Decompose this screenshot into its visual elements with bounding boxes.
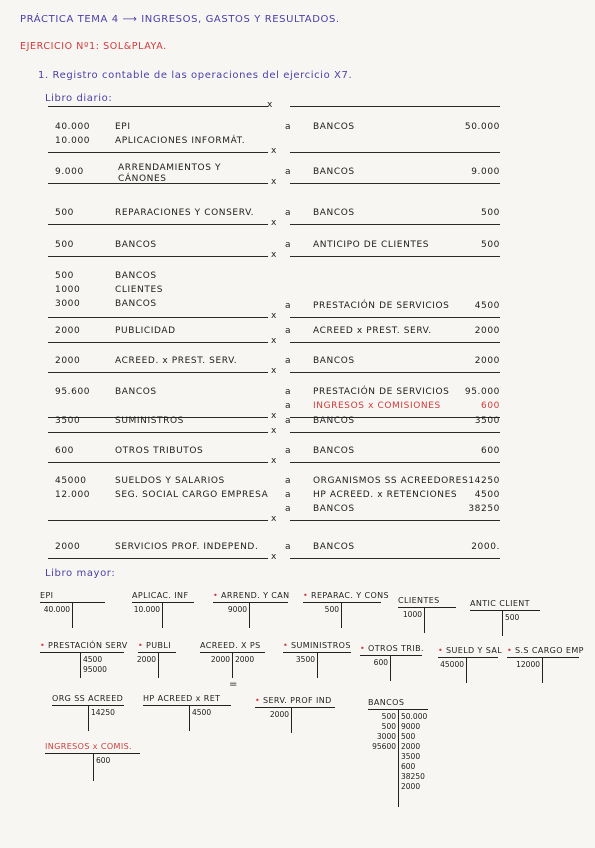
- journal-credit-account: PRESTACIÓN DE SERVICIOS: [313, 387, 450, 397]
- journal-a-label: a: [285, 476, 292, 486]
- t-account-bar: [360, 655, 422, 656]
- t-account-name: ORG SS ACREED: [52, 694, 124, 703]
- journal-separator-right: [290, 342, 500, 343]
- section-title: 1. Registro contable de las operaciones del ejercicio X7.: [38, 70, 353, 81]
- t-account-bar: [507, 657, 579, 658]
- t-account-stem: [398, 709, 399, 807]
- bullet-dot: •: [507, 646, 513, 655]
- journal-debit-amount: 9.000: [55, 167, 84, 177]
- t-account-debe-value: 2000: [269, 710, 289, 719]
- journal-x-mark: x: [271, 552, 277, 562]
- journal-a-label: a: [285, 387, 292, 397]
- journal-separator-left: [48, 520, 268, 521]
- journal-a-label: a: [285, 416, 292, 426]
- journal-debit-account: REPARACIONES Y CONSERV.: [115, 208, 255, 218]
- libro-diario-heading: Libro diario:: [45, 93, 113, 104]
- journal-debit-amount: 2000: [55, 326, 81, 336]
- t-account-name: EPI: [40, 591, 54, 600]
- t-account-haber-value: 50.000: [401, 712, 428, 721]
- journal-credit-amount: 600: [481, 401, 500, 411]
- journal-credit-amount: 600: [481, 446, 500, 456]
- t-account-bar: [303, 602, 381, 603]
- journal-debit-amount: 3500: [55, 416, 81, 426]
- journal-separator-right: [290, 558, 500, 559]
- journal-top-rule-right: [290, 106, 500, 107]
- journal-credit-account: ANTICIPO DE CLIENTES: [313, 240, 430, 250]
- t-account-debe-value: 45000: [440, 660, 464, 669]
- journal-credit-amount: 9.000: [471, 167, 500, 177]
- journal-debit-account: CLIENTES: [115, 285, 164, 295]
- t-account-name: ARREND. Y CAN: [221, 591, 290, 600]
- journal-separator-left: [48, 342, 268, 343]
- journal-x-mark: x: [271, 336, 277, 346]
- journal-a-label: a: [285, 446, 292, 456]
- t-account-name: SERV. PROF IND: [263, 696, 332, 705]
- t-account-hp: [143, 694, 241, 774]
- journal-debit-amount: 40.000: [55, 122, 91, 132]
- journal-a-label: a: [285, 356, 292, 366]
- journal-credit-amount: 14250: [468, 476, 500, 486]
- journal-separator-right: [290, 317, 500, 318]
- t-account-debe-value: 500: [381, 722, 396, 731]
- journal-debit-amount: 500: [55, 240, 74, 250]
- t-account-debe-value: 3500: [295, 655, 315, 664]
- journal-credit-account: INGRESOS x COMISIONES: [313, 401, 441, 411]
- bullet-dot: •: [283, 641, 289, 650]
- journal-separator-left: [48, 183, 268, 184]
- t-account-name: SUMINISTROS: [291, 641, 351, 650]
- t-account-bar: [132, 602, 194, 603]
- journal-debit-account: SUMINISTROS: [115, 416, 184, 426]
- t-account-stem: [189, 705, 190, 731]
- t-account-debe-value: 9000: [227, 605, 247, 614]
- t-account-debe-value: 3000: [376, 732, 396, 741]
- t-account-stem: [502, 610, 503, 636]
- t-account-name: SUELD Y SAL: [446, 646, 503, 655]
- t-account-name: CLIENTES: [398, 596, 440, 605]
- t-account-stem: [249, 602, 250, 628]
- journal-debit-amount: 45000: [55, 476, 87, 486]
- bullet-dot: •: [360, 644, 366, 653]
- journal-x-mark: x: [271, 426, 277, 436]
- journal-separator-right: [290, 152, 500, 153]
- t-account-stem: [466, 657, 467, 683]
- t-account-name: ACREED. X PS: [200, 641, 261, 650]
- journal-debit-account: BANCOS: [115, 240, 157, 250]
- journal-debit-amount: 2000: [55, 356, 81, 366]
- journal-debit-account: EPI: [115, 122, 131, 132]
- journal-a-label: a: [285, 208, 292, 218]
- journal-credit-amount: 2000.: [471, 542, 500, 552]
- journal-credit-amount: 2000: [474, 356, 500, 366]
- journal-x-mark: x: [271, 177, 277, 187]
- journal-debit-account: SERVICIOS PROF. INDEPEND.: [115, 542, 259, 552]
- journal-credit-amount: 50.000: [464, 122, 500, 132]
- journal-debit-account: BANCOS: [115, 271, 157, 281]
- t-account-bancos: [368, 698, 438, 791]
- journal-separator-left: [48, 432, 268, 433]
- t-account-name: OTROS TRIB.: [368, 644, 424, 653]
- t-account-haber-value: 4500: [83, 655, 103, 664]
- journal-credit-account: BANCOS: [313, 208, 355, 218]
- t-account-bar: [40, 652, 124, 653]
- t-account-stem: [72, 602, 73, 628]
- t-account-haber-value: 2000: [401, 742, 421, 751]
- t-account-name: BANCOS: [368, 698, 405, 707]
- journal-credit-account: PRESTACIÓN DE SERVICIOS: [313, 301, 450, 311]
- t-account-haber-value: 500: [401, 732, 416, 741]
- journal-separator-left: [48, 224, 268, 225]
- journal-separator-right: [290, 372, 500, 373]
- t-account-bar: [255, 707, 335, 708]
- journal-separator-right: [290, 183, 500, 184]
- t-account-stem: [162, 602, 163, 628]
- t-account-name: HP ACREED x RET: [143, 694, 221, 703]
- journal-separator-left: [48, 372, 268, 373]
- bullet-dot: •: [40, 641, 46, 650]
- t-account-bar: [213, 602, 288, 603]
- t-account-stem: [88, 705, 89, 731]
- journal-separator-right: [290, 520, 500, 521]
- t-account-stem: [158, 652, 159, 678]
- journal-separator-right: [290, 462, 500, 463]
- journal-x-mark: x: [271, 456, 277, 466]
- t-account-debe-value: 2000: [210, 655, 230, 664]
- t-account-bar: [398, 607, 456, 608]
- journal-credit-amount: 2000: [474, 326, 500, 336]
- t-account-debe-value: 1000: [402, 610, 422, 619]
- journal-x-mark: x: [271, 311, 277, 321]
- journal-a-label: a: [285, 301, 292, 311]
- t-account-haber-value: 500: [505, 613, 520, 622]
- t-account-haber-value: 600: [96, 756, 111, 765]
- journal-a-label: a: [285, 504, 292, 514]
- journal-debit-account: OTROS TRIBUTOS: [115, 446, 204, 456]
- t-account-name: S.S CARGO EMP: [515, 646, 584, 655]
- journal-debit-account: ACREED. x PREST. SERV.: [115, 356, 238, 366]
- journal-separator-left: [48, 317, 268, 318]
- journal-separator-left: [48, 152, 268, 153]
- t-account-servprof: [255, 696, 345, 776]
- t-account-stem: [390, 655, 391, 681]
- page-title: PRÁCTICA TEMA 4 ⟶ INGRESOS, GASTOS Y RESULTADOS.: [20, 14, 340, 25]
- t-account-debe-value: 40.000: [43, 605, 70, 614]
- t-account-stem: [93, 753, 94, 781]
- journal-separator-left: [48, 462, 268, 463]
- t-account-debe-value: 600: [373, 658, 388, 667]
- journal-credit-account: BANCOS: [313, 446, 355, 456]
- journal-x-mark: x: [271, 218, 277, 228]
- journal-debit-amount: 12.000: [55, 490, 91, 500]
- t-account-stem: [291, 707, 292, 733]
- t-account-ss: [507, 646, 589, 726]
- journal-credit-amount: 500: [481, 240, 500, 250]
- t-account-stem: [341, 602, 342, 628]
- journal-x-mark: x: [267, 100, 273, 110]
- journal-debit-amount: 1000: [55, 285, 81, 295]
- journal-separator-right: [290, 224, 500, 225]
- journal-debit-amount: 500: [55, 208, 74, 218]
- journal-credit-amount: 4500: [474, 301, 500, 311]
- t-account-haber-value: 9000: [401, 722, 421, 731]
- t-account-bar: [143, 705, 231, 706]
- t-account-stem: [424, 607, 425, 633]
- t-account-stem: [317, 652, 318, 678]
- journal-debit-account: PUBLICIDAD: [115, 326, 176, 336]
- bullet-dot: •: [438, 646, 444, 655]
- journal-a-label: a: [285, 167, 292, 177]
- t-account-bar: [438, 657, 498, 658]
- t-account-debe-value: 10.000: [133, 605, 160, 614]
- journal-credit-account: BANCOS: [313, 167, 355, 177]
- t-account-debe-value: 12000: [516, 660, 540, 669]
- journal-debit-account: BANCOS: [115, 299, 157, 309]
- t-account-sueld: [438, 646, 508, 726]
- t-account-bar: [138, 652, 176, 653]
- journal-debit-account: SUELDOS Y SALARIOS: [115, 476, 225, 486]
- t-account-debe-value: 2000: [136, 655, 156, 664]
- t-account-name: PRESTACIÓN SERV: [48, 641, 128, 650]
- t-account-balance-mark: =: [229, 679, 238, 690]
- journal-a-label: a: [285, 326, 292, 336]
- journal-x-mark: x: [271, 366, 277, 376]
- t-account-name: APLICAC. INF: [132, 591, 189, 600]
- journal-a-label: a: [285, 542, 292, 552]
- journal-separator-left: [48, 558, 268, 559]
- t-account-bar: [470, 610, 540, 611]
- journal-debit-account: SEG. SOCIAL CARGO EMPRESA: [115, 490, 269, 500]
- journal-credit-account: BANCOS: [313, 416, 355, 426]
- t-account-haber-value: 2000: [235, 655, 255, 664]
- journal-credit-account: BANCOS: [313, 504, 355, 514]
- libro-mayor-heading: Libro mayor:: [45, 568, 116, 579]
- bullet-dot: •: [303, 591, 309, 600]
- journal-debit-amount: 500: [55, 271, 74, 281]
- journal-credit-account: BANCOS: [313, 356, 355, 366]
- journal-credit-account: BANCOS: [313, 542, 355, 552]
- journal-debit-account: APLICACIONES INFORMÁT.: [115, 136, 246, 146]
- t-account-haber-value: 4500: [192, 708, 212, 717]
- bullet-dot: •: [255, 696, 261, 705]
- t-account-haber-value: 2000: [401, 782, 421, 791]
- journal-debit-amount: 95.600: [55, 387, 91, 397]
- t-account-debe-value: 500: [324, 605, 339, 614]
- journal-separator-left: [48, 256, 268, 257]
- bullet-dot: •: [138, 641, 144, 650]
- t-account-name: PUBLI: [146, 641, 171, 650]
- t-account-stem: [80, 652, 81, 678]
- t-account-debe-value: 500: [381, 712, 396, 721]
- t-account-debe-value: 95600: [372, 742, 396, 751]
- journal-credit-amount: 95.000: [464, 387, 500, 397]
- journal-a-label: a: [285, 401, 292, 411]
- journal-top-rule-left: [48, 106, 268, 107]
- t-account-haber-value: 95000: [83, 665, 107, 674]
- exercise-title: EJERCICIO Nº1: SOL&PLAYA.: [20, 41, 167, 52]
- t-account-stem: [232, 652, 233, 678]
- journal-a-label: a: [285, 122, 292, 132]
- journal-debit-account: BANCOS: [115, 387, 157, 397]
- journal-credit-amount: 500: [481, 208, 500, 218]
- t-account-name: REPARAC. Y CONS: [311, 591, 390, 600]
- bullet-dot: •: [213, 591, 219, 600]
- journal-debit-amount: 2000: [55, 542, 81, 552]
- journal-a-label: a: [285, 490, 292, 500]
- journal-credit-amount: 38250: [468, 504, 500, 514]
- journal-x-mark: x: [271, 146, 277, 156]
- t-account-name: ANTIC CLIENT: [470, 599, 530, 608]
- journal-credit-amount: 3500: [474, 416, 500, 426]
- t-account-haber-value: 38250: [401, 772, 425, 781]
- journal-separator-right: [290, 432, 500, 433]
- journal-x-mark: x: [271, 411, 277, 421]
- journal-credit-amount: 4500: [474, 490, 500, 500]
- journal-x-mark: x: [271, 250, 277, 260]
- journal-debit-account: ARRENDAMIENTOS Y CÁNONES: [118, 163, 222, 184]
- journal-credit-account: ORGANISMOS SS ACREEDORES: [313, 476, 469, 486]
- t-account-name: INGRESOS x COMIS.: [45, 742, 132, 751]
- journal-credit-account: BANCOS: [313, 122, 355, 132]
- journal-x-mark: x: [271, 514, 277, 524]
- t-account-haber-value: 600: [401, 762, 416, 771]
- journal-separator-right: [290, 256, 500, 257]
- t-account-stem: [542, 657, 543, 683]
- journal-credit-account: HP ACREED. x RETENCIONES: [313, 490, 458, 500]
- journal-credit-account: ACREED x PREST. SERV.: [313, 326, 432, 336]
- t-account-ingresos: [45, 742, 150, 822]
- journal-a-label: a: [285, 240, 292, 250]
- t-account-haber-value: 3500: [401, 752, 421, 761]
- journal-debit-amount: 10.000: [55, 136, 91, 146]
- journal-debit-amount: 3000: [55, 299, 81, 309]
- journal-debit-amount: 600: [55, 446, 74, 456]
- t-account-haber-value: 14250: [91, 708, 115, 717]
